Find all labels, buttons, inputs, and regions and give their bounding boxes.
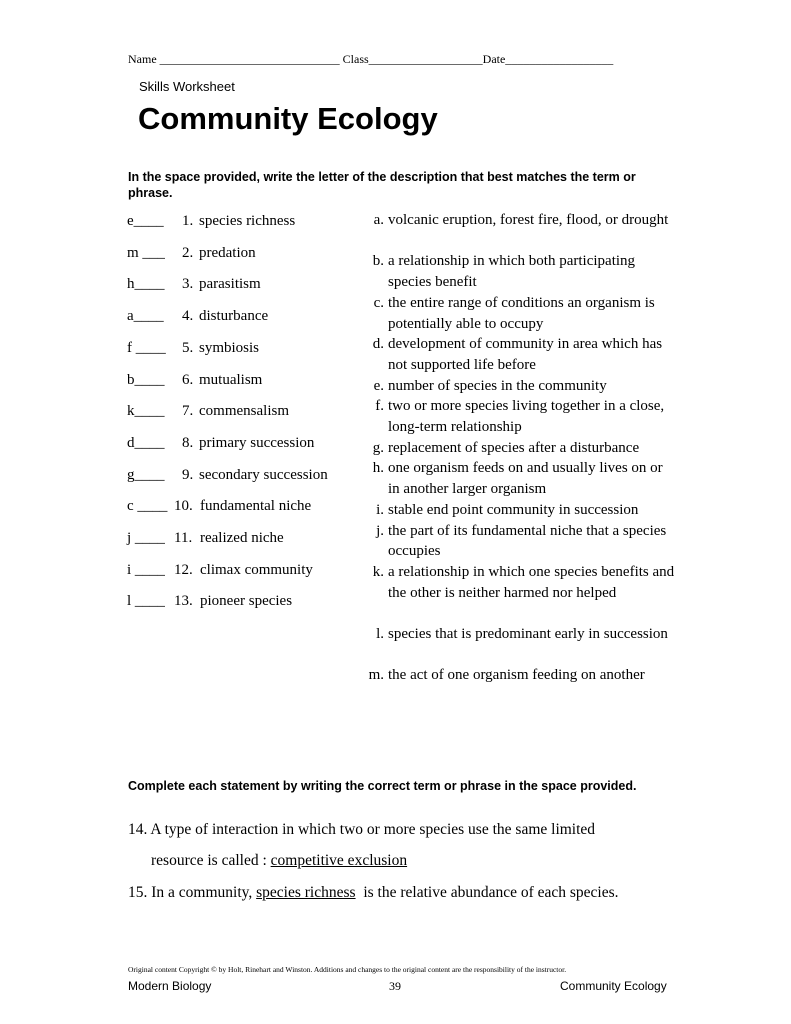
footer-page-number: 39 bbox=[389, 979, 401, 993]
term-text: mutualism bbox=[199, 371, 263, 388]
footer-book-title: Modern Biology bbox=[128, 979, 212, 993]
definition-item bbox=[360, 624, 680, 665]
answer-blank[interactable]: e____ bbox=[127, 213, 164, 229]
term-text: parasitism bbox=[199, 276, 261, 293]
name-class-date-line: Name ______________________________ Class___________________Date__________________ bbox=[128, 52, 614, 66]
term-number: 9. bbox=[182, 466, 194, 483]
definition-text: volcanic eruption, forest fire, flood, or drought bbox=[388, 212, 669, 228]
term-text: symbiosis bbox=[199, 339, 260, 356]
term-text: disturbance bbox=[199, 308, 269, 325]
question-15-answer: species richness bbox=[256, 884, 356, 901]
answer-blank[interactable]: b____ bbox=[127, 371, 165, 388]
definition-letter: k. bbox=[372, 563, 384, 580]
term-row bbox=[127, 308, 268, 325]
term-row bbox=[127, 562, 313, 579]
definition-text: the part of its fundamental niche that a species occupies bbox=[388, 522, 667, 560]
term-row bbox=[127, 340, 259, 357]
term-text: realized niche bbox=[200, 530, 284, 546]
copyright-notice: Original content Copyright © by Holt, Rinehart and Winston. Additions and changes to the original content are the responsibility of the instructor. bbox=[128, 965, 567, 974]
answer-blank[interactable]: j ____ bbox=[127, 530, 165, 546]
worksheet-subtitle: Skills Worksheet bbox=[139, 79, 235, 94]
definition-item bbox=[360, 293, 680, 334]
definition-item bbox=[360, 251, 680, 292]
term-number: 6. bbox=[182, 371, 194, 388]
question-14-line-2 bbox=[151, 852, 407, 870]
answer-blank[interactable]: h____ bbox=[127, 276, 165, 293]
question-14-answer: competitive exclusion bbox=[270, 852, 408, 869]
matching-instructions: In the space provided, write the letter of the description that best matches the term or phrase. bbox=[128, 170, 636, 200]
answer-blank[interactable]: f ____ bbox=[127, 339, 166, 356]
definition-text: species that is predominant early in succession bbox=[388, 626, 668, 642]
definition-letter: b. bbox=[372, 253, 384, 270]
term-number: 10. bbox=[174, 498, 193, 515]
answer-blank[interactable]: d____ bbox=[127, 434, 165, 451]
definition-item bbox=[360, 562, 680, 624]
definition-letter: m. bbox=[368, 667, 384, 684]
definition-text: the entire range of conditions an organism is potentially able to occupy bbox=[388, 294, 655, 332]
answer-blank[interactable]: k____ bbox=[127, 403, 165, 420]
answer-blank[interactable]: c ____ bbox=[127, 498, 168, 515]
term-number: 3. bbox=[182, 276, 194, 293]
definition-letter: i. bbox=[376, 501, 384, 518]
definition-letter: c. bbox=[373, 294, 384, 311]
term-row bbox=[127, 213, 295, 230]
term-text: pioneer species bbox=[200, 593, 293, 610]
term-number: 12. bbox=[174, 561, 193, 578]
term-text: species richness bbox=[199, 213, 296, 229]
term-row bbox=[127, 372, 262, 389]
definition-item bbox=[360, 521, 680, 562]
term-number: 7. bbox=[182, 403, 194, 420]
definition-item bbox=[360, 500, 680, 521]
footer-chapter-title: Community Ecology bbox=[560, 979, 667, 993]
definition-item bbox=[360, 665, 680, 706]
question-14-line-1: 14. A type of interaction in which two or more species use the same limited bbox=[128, 821, 596, 838]
term-text: commensalism bbox=[199, 403, 289, 420]
definition-item bbox=[360, 210, 680, 251]
term-text: fundamental niche bbox=[200, 498, 312, 515]
definition-item bbox=[360, 334, 680, 375]
term-text: predation bbox=[199, 244, 256, 261]
definition-letter: a. bbox=[373, 212, 384, 228]
term-row bbox=[127, 403, 289, 420]
term-number: 1. bbox=[182, 213, 194, 229]
completion-instructions: Complete each statement by writing the correct term or phrase in the space provided. bbox=[128, 779, 637, 793]
definition-item bbox=[360, 458, 680, 499]
term-number: 5. bbox=[182, 339, 194, 356]
definition-text: a relationship in which both participating species benefit bbox=[388, 253, 636, 291]
answer-blank[interactable]: m ___ bbox=[127, 244, 165, 261]
answer-blank[interactable]: l ____ bbox=[127, 593, 165, 610]
term-row bbox=[127, 276, 261, 293]
definition-letter: h. bbox=[372, 460, 384, 477]
answer-blank[interactable]: g____ bbox=[127, 466, 165, 483]
definition-letter: g. bbox=[372, 439, 384, 456]
term-row bbox=[127, 498, 311, 515]
term-row bbox=[127, 467, 328, 484]
definition-text: one organism feeds on and usually lives on or in another larger organism bbox=[388, 460, 663, 498]
definition-letter: l. bbox=[376, 626, 384, 642]
answer-blank[interactable]: a____ bbox=[127, 308, 164, 325]
definition-text: development of community in area which has not supported life before bbox=[388, 336, 663, 373]
definition-item bbox=[360, 396, 680, 437]
definition-letter: d. bbox=[372, 336, 384, 353]
term-number: 2. bbox=[182, 244, 194, 261]
term-number: 11. bbox=[174, 530, 193, 546]
term-number: 8. bbox=[182, 434, 194, 451]
definition-letter: f. bbox=[375, 398, 384, 415]
term-text: climax community bbox=[200, 561, 313, 578]
definition-item bbox=[360, 376, 680, 397]
definition-letter: j. bbox=[376, 522, 384, 539]
term-number: 13. bbox=[174, 593, 193, 610]
page-title: Community Ecology bbox=[138, 101, 438, 136]
term-row bbox=[127, 593, 292, 610]
term-row bbox=[127, 245, 256, 262]
definition-letter: e. bbox=[373, 377, 384, 394]
definition-text: number of species in the community bbox=[388, 377, 607, 394]
answer-blank[interactable]: i ____ bbox=[127, 561, 165, 578]
term-row bbox=[127, 435, 314, 452]
definition-text: the act of one organism feeding on another bbox=[388, 667, 645, 684]
definition-text: a relationship in which one species benefits and the other is neither harmed nor helped bbox=[388, 563, 675, 601]
question-15-prefix: 15. In a community, bbox=[128, 884, 257, 901]
question-15-suffix: is the relative abundance of each species. bbox=[355, 884, 619, 901]
term-text: secondary succession bbox=[199, 466, 328, 483]
term-row bbox=[127, 530, 284, 547]
definition-text: replacement of species after a disturbance bbox=[388, 439, 640, 456]
definition-item bbox=[360, 438, 680, 459]
term-number: 4. bbox=[182, 308, 194, 325]
term-text: primary succession bbox=[199, 434, 315, 451]
question-15 bbox=[128, 884, 619, 902]
question-14-prefix: resource is called : bbox=[151, 852, 271, 869]
definition-text: two or more species living together in a close, long-term relationship bbox=[388, 398, 665, 435]
definition-text: stable end point community in succession bbox=[388, 501, 639, 518]
